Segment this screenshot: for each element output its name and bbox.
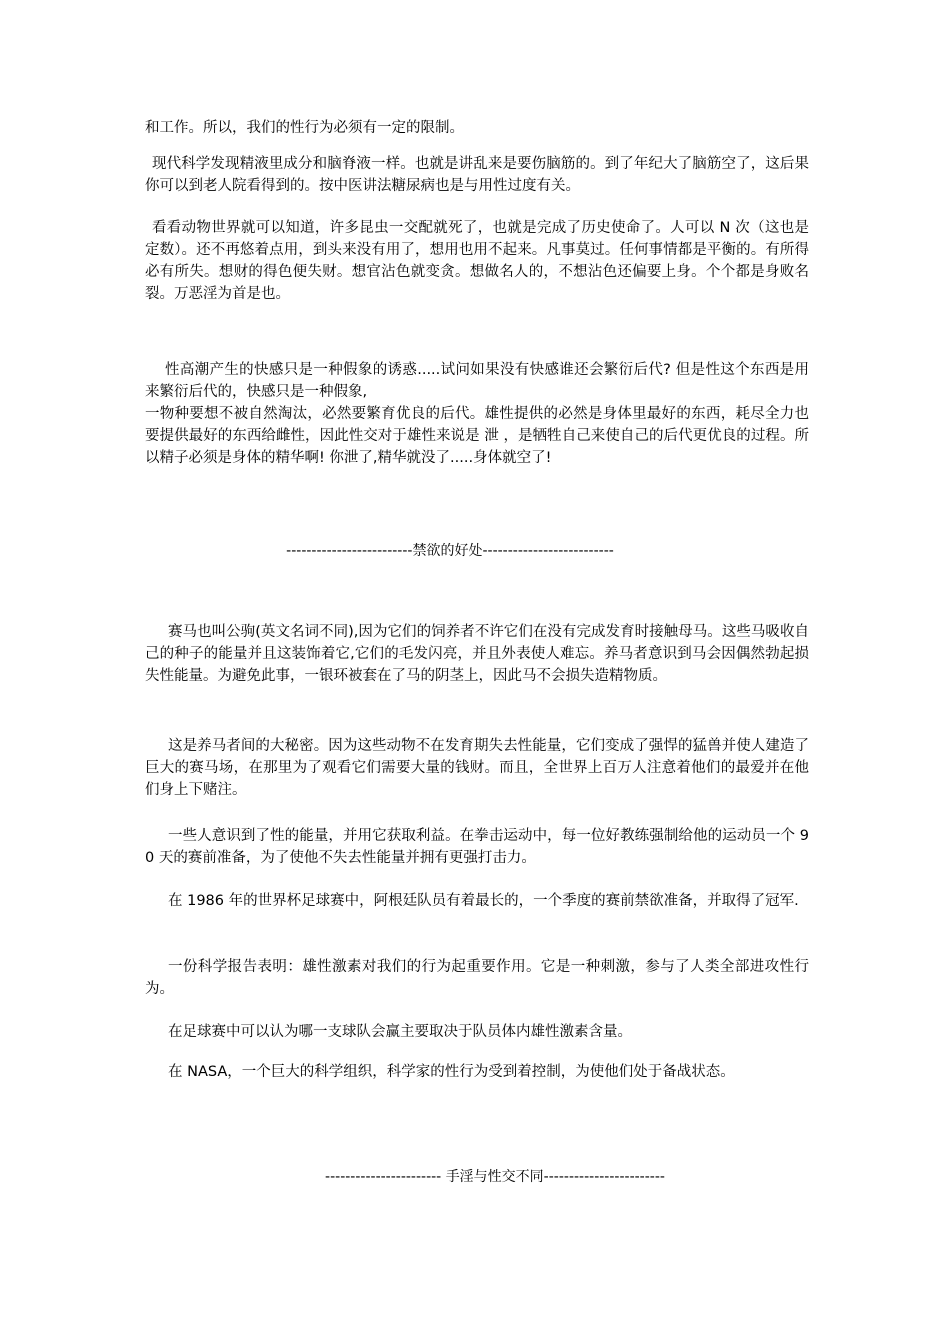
paragraph-androgen-report: 一份科学报告表明：雄性激素对我们的行为起重要作用。它是一种刺激，参与了人类全部进攻性行为。 [145, 959, 809, 997]
paragraph-nasa: 在 NASA，一个巨大的科学组织，科学家的性行为受到着控制，为使他们处于备战状态。 [168, 1064, 735, 1080]
paragraph-orgasm-illusion: 性高潮产生的快感只是一种假象的诱惑.....试问如果没有快感谁还会繁衍后代? 但是性这个东西是用来繁衍后代的，快感只是一种假象, [145, 362, 809, 400]
paragraph-species-reproduction: 一物种要想不被自然淘汰，必然要繁育优良的后代。雄性提供的必然是身体里最好的东西，耗尽全力也要提供最好的东西给雌性，因此性交对于雄性来说是 泄 ，是牺牲自己来使自己的后代更优良的过程。所以精子必须是身体的精华啊! 你泄了,精华就没了.....身体就空了! [145, 406, 809, 466]
paragraph-sexual-restraint: 和工作。所以，我们的性行为必须有一定的限制。 [145, 120, 464, 136]
paragraph-world-cup-1986: 在 1986 年的世界杯足球赛中，阿根廷队员有着最长的，一个季度的赛前禁欲准备，并取得了冠军. [168, 893, 799, 909]
paragraph-boxing: 一些人意识到了性的能量，并用它获取利益。在拳击运动中，每一位好教练强制给他的运动员一个 90 天的赛前准备，为了使他不失去性能量并拥有更强打击力。 [145, 828, 809, 866]
paragraph-orgasm-illusion-block [145, 359, 809, 469]
section-divider-abstinence-benefits: -------------------------禁欲的好处-------------------------- [286, 543, 614, 559]
paragraph-football-androgen: 在足球赛中可以认为哪一支球队会赢主要取决于队员体内雄性激素含量。 [168, 1024, 632, 1040]
paragraph-animal-world: 看看动物世界就可以知道，许多昆虫一交配就死了，也就是完成了历史使命了。人可以 N 次（这也是定数）。还不再悠着点用，到头来没有用了，想用也用不起来。凡事莫过。任何事情都是平衡的。有所得必有所失。想财的得色便失财。想官沾色就变贪。想做名人的，不想沾色还偏要上身。个个都是身败名裂。万恶淫为首是也。 [145, 220, 809, 302]
paragraph-breeder-secret: 这是养马者间的大秘密。因为这些动物不在发育期失去性能量，它们变成了强悍的猛兽并使人建造了巨大的赛马场，在那里为了观看它们需要大量的钱财。而且，全世界上百万人注意着他们的最爱并在他们身上下赌注。 [145, 738, 809, 798]
section-divider-masturbation: ----------------------- 手淫与性交不同------------------------ [325, 1169, 665, 1185]
paragraph-semen-science: 现代科学发现精液里成分和脑脊液一样。也就是讲乱来是要伤脑筋的。到了年纪大了脑筋空了，这后果你可以到老人院看得到的。按中医讲法糖尿病也是与用性过度有关。 [145, 156, 809, 194]
paragraph-racehorse: 赛马也叫公驹(英文名词不同),因为它们的饲养者不许它们在没有完成发育时接触母马。这些马吸收自己的种子的能量并且这装饰着它,它们的毛发闪亮，并且外表使人难忘。养马者意识到马会因偶然勃起损失性能量。为避免此事，一银环被套在了马的阴茎上，因此马不会损失造精物质。 [145, 624, 809, 684]
